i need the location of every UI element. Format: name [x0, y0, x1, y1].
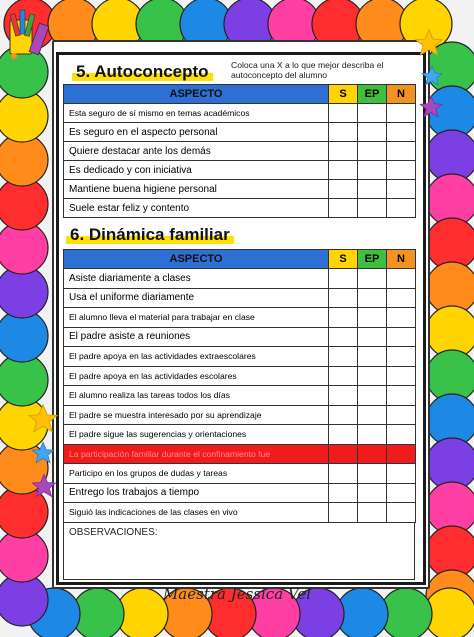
ep-header: EP: [358, 85, 387, 104]
table-row: [64, 464, 416, 484]
s-checkbox-cell[interactable]: [329, 288, 358, 308]
ep-checkbox-cell[interactable]: [358, 269, 387, 289]
aspect-cell: Mantiene buena higiene personal: [64, 180, 329, 199]
table-row: [64, 180, 416, 199]
s-checkbox-cell[interactable]: [329, 308, 358, 328]
n-checkbox-cell[interactable]: [387, 104, 416, 123]
n-checkbox-cell[interactable]: [387, 327, 416, 347]
ep-checkbox-cell[interactable]: [358, 161, 387, 180]
s-checkbox-cell[interactable]: [329, 104, 358, 123]
aspect-cell: El padre asiste a reuniones: [64, 327, 329, 347]
s-header: S: [329, 85, 358, 104]
n-checkbox-cell[interactable]: [387, 199, 416, 218]
table-row: [64, 503, 416, 523]
ep-checkbox-cell[interactable]: [358, 327, 387, 347]
table-row: [64, 366, 416, 386]
ep-checkbox-cell[interactable]: [358, 180, 387, 199]
s-checkbox-cell[interactable]: [329, 464, 358, 484]
section-5-title: 5. Autoconcepto: [76, 62, 209, 82]
n-checkbox-cell[interactable]: [387, 444, 416, 464]
n-checkbox-cell[interactable]: [387, 425, 416, 445]
table-row: [64, 288, 416, 308]
n-checkbox-cell[interactable]: [387, 180, 416, 199]
n-checkbox-cell[interactable]: [387, 123, 416, 142]
table-row: [64, 405, 416, 425]
table-row: [64, 104, 416, 123]
aspect-header: ASPECTO: [64, 250, 329, 269]
s-checkbox-cell[interactable]: [329, 483, 358, 503]
n-checkbox-cell[interactable]: [387, 405, 416, 425]
aspect-cell: El padre apoya en las actividades extraescolares: [64, 347, 329, 367]
dinamica-familiar-table: [63, 249, 416, 523]
n-checkbox-cell[interactable]: [387, 464, 416, 484]
star-icon: [30, 440, 56, 466]
table-row: [64, 444, 416, 464]
table-row: [64, 161, 416, 180]
ep-checkbox-cell[interactable]: [358, 386, 387, 406]
signature: Maestra Jessica Vel: [162, 585, 312, 603]
observations-box[interactable]: [63, 522, 415, 580]
ep-checkbox-cell[interactable]: [358, 503, 387, 523]
star-icon: [420, 64, 444, 88]
aspect-cell: Usa el uniforme diariamente: [64, 288, 329, 308]
section-6-title: 6. Dinámica familiar: [70, 225, 230, 245]
aspect-cell: Asiste diariamente a clases: [64, 269, 329, 289]
table-row: [64, 269, 416, 289]
aspect-cell: Es seguro en el aspecto personal: [64, 123, 329, 142]
s-checkbox-cell[interactable]: [329, 327, 358, 347]
ep-checkbox-cell[interactable]: [358, 288, 387, 308]
star-icon: [26, 402, 60, 436]
table-row: [64, 308, 416, 328]
table-row: [64, 425, 416, 445]
s-checkbox-cell[interactable]: [329, 269, 358, 289]
s-checkbox-cell[interactable]: [329, 123, 358, 142]
school-supplies-icon: [4, 6, 54, 62]
s-checkbox-cell[interactable]: [329, 503, 358, 523]
s-checkbox-cell[interactable]: [329, 161, 358, 180]
ep-checkbox-cell[interactable]: [358, 142, 387, 161]
s-checkbox-cell[interactable]: [329, 405, 358, 425]
aspect-header: ASPECTO: [64, 85, 329, 104]
n-header: N: [387, 250, 416, 269]
aspect-cell: Entrego los trabajos a tiempo: [64, 483, 329, 503]
s-checkbox-cell[interactable]: [329, 386, 358, 406]
star-icon: [418, 94, 444, 120]
aspect-cell: El padre apoya en las actividades escolares: [64, 366, 329, 386]
table-row: [64, 347, 416, 367]
aspect-cell: La participación familiar durante el confinamiento fue: [64, 444, 329, 464]
n-checkbox-cell[interactable]: [387, 161, 416, 180]
table-row: [64, 199, 416, 218]
table-row: [64, 123, 416, 142]
ep-checkbox-cell[interactable]: [358, 308, 387, 328]
s-checkbox-cell[interactable]: [329, 142, 358, 161]
table-row: [64, 327, 416, 347]
ep-checkbox-cell[interactable]: [358, 405, 387, 425]
s-checkbox-cell[interactable]: [329, 199, 358, 218]
n-checkbox-cell[interactable]: [387, 386, 416, 406]
s-checkbox-cell[interactable]: [329, 425, 358, 445]
aspect-cell: El padre sigue las sugerencias y orientaciones: [64, 425, 329, 445]
aspect-cell: El alumno lleva el material para trabajar en clase: [64, 308, 329, 328]
autoconcepto-table: [63, 84, 416, 218]
n-checkbox-cell[interactable]: [387, 347, 416, 367]
n-checkbox-cell[interactable]: [387, 308, 416, 328]
ep-checkbox-cell[interactable]: [358, 123, 387, 142]
aspect-cell: El alumno realiza las tareas todos los días: [64, 386, 329, 406]
aspect-cell: Quiere destacar ante los demás: [64, 142, 329, 161]
n-checkbox-cell[interactable]: [387, 269, 416, 289]
instruction-line-1: Coloca una X a lo que mejor describa el: [231, 60, 384, 70]
ep-checkbox-cell[interactable]: [358, 199, 387, 218]
ep-checkbox-cell[interactable]: [358, 104, 387, 123]
aspect-cell: El padre se muestra interesado por su aprendizaje: [64, 405, 329, 425]
aspect-cell: Es dedicado y con iniciativa: [64, 161, 329, 180]
ep-checkbox-cell[interactable]: [358, 444, 387, 464]
ep-checkbox-cell[interactable]: [358, 425, 387, 445]
table-row: [64, 386, 416, 406]
ep-checkbox-cell[interactable]: [358, 464, 387, 484]
ep-checkbox-cell[interactable]: [358, 366, 387, 386]
aspect-cell: Suele estar feliz y contento: [64, 199, 329, 218]
n-checkbox-cell[interactable]: [387, 288, 416, 308]
ep-header: EP: [358, 250, 387, 269]
table-row: [64, 142, 416, 161]
ep-checkbox-cell[interactable]: [358, 347, 387, 367]
s-checkbox-cell[interactable]: [329, 366, 358, 386]
aspect-cell: Esta seguro de sí mismo en temas académicos: [64, 104, 329, 123]
s-checkbox-cell[interactable]: [329, 347, 358, 367]
star-icon: [30, 472, 58, 500]
observations-label: OBSERVACIONES:: [69, 527, 158, 538]
section-5-instruction: [231, 60, 383, 80]
n-checkbox-cell[interactable]: [387, 503, 416, 523]
s-checkbox-cell[interactable]: [329, 180, 358, 199]
aspect-cell: Siguió las indicaciones de las clases en vivo: [64, 503, 329, 523]
s-header: S: [329, 250, 358, 269]
n-checkbox-cell[interactable]: [387, 142, 416, 161]
n-header: N: [387, 85, 416, 104]
ep-checkbox-cell[interactable]: [358, 483, 387, 503]
star-icon: [413, 27, 445, 59]
instruction-line-2: autoconcepto del alumno: [231, 70, 328, 80]
aspect-cell: Participo en los grupos de dudas y tareas: [64, 464, 329, 484]
s-checkbox-cell[interactable]: [329, 444, 358, 464]
n-checkbox-cell[interactable]: [387, 483, 416, 503]
n-checkbox-cell[interactable]: [387, 366, 416, 386]
table-row: [64, 483, 416, 503]
